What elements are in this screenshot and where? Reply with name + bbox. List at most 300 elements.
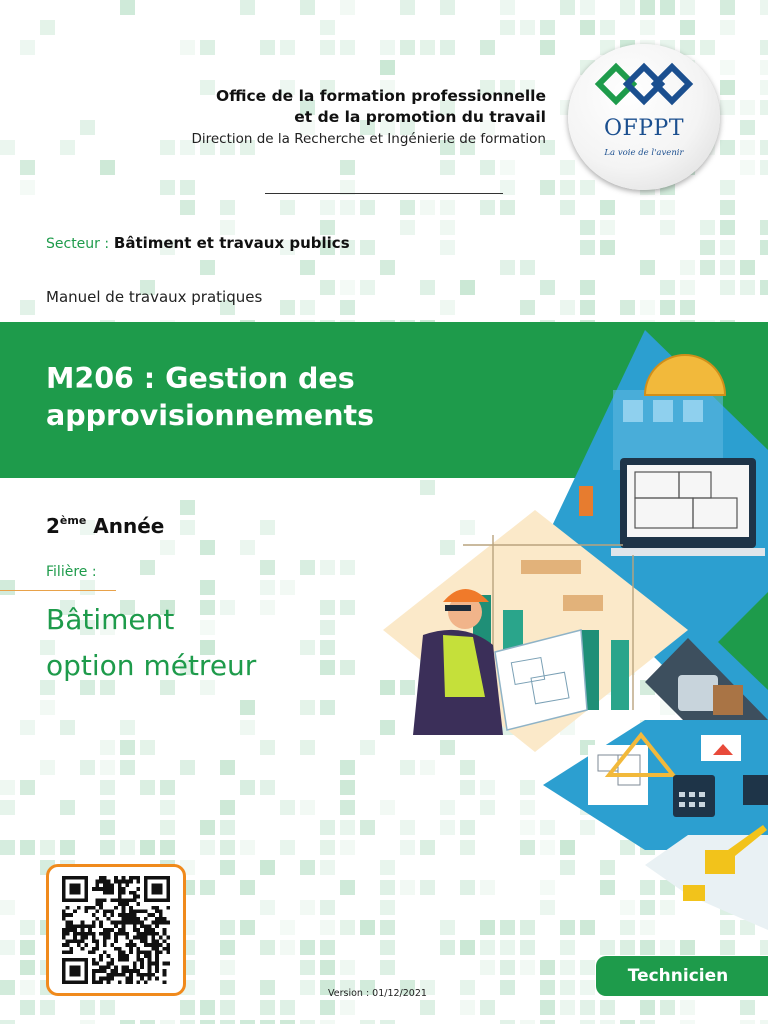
qr-module (148, 958, 152, 962)
qr-module (133, 913, 137, 917)
qr-module (151, 921, 155, 925)
mosaic-square (560, 200, 575, 215)
qr-module (103, 932, 107, 936)
qr-module (144, 980, 148, 984)
qr-module (125, 977, 129, 981)
qr-module (92, 977, 96, 981)
qr-module (155, 977, 159, 981)
qr-module (103, 887, 107, 891)
mosaic-square (520, 960, 535, 975)
mosaic-square (240, 880, 255, 895)
mosaic-square (680, 20, 695, 35)
qr-module (163, 917, 167, 921)
qr-module (159, 943, 163, 947)
qr-module (122, 913, 126, 917)
mosaic-square (280, 840, 295, 855)
qr-module (151, 947, 155, 951)
qr-module (122, 876, 126, 880)
organization-name-line2: et de la promotion du travail (294, 108, 546, 126)
mosaic-square (660, 200, 675, 215)
qr-module (110, 883, 114, 887)
mosaic-square (580, 1000, 595, 1015)
qr-module (114, 880, 118, 884)
qr-module (133, 876, 137, 880)
mosaic-square (20, 940, 35, 955)
qr-module (114, 969, 118, 973)
qr-module (148, 943, 152, 947)
mosaic-square (120, 740, 135, 755)
qr-module (159, 950, 163, 954)
qr-module (62, 910, 66, 914)
mosaic-square (760, 140, 768, 155)
mosaic-square (120, 1020, 135, 1024)
mosaic-square (680, 280, 695, 295)
mosaic-square (360, 1020, 375, 1024)
qr-module (166, 876, 170, 880)
mosaic-square (100, 760, 115, 775)
qr-module (148, 928, 152, 932)
qr-module (163, 928, 167, 932)
qr-module (73, 936, 77, 940)
qr-module (155, 883, 159, 887)
qr-module (118, 883, 122, 887)
mosaic-square (280, 40, 295, 55)
mosaic-square (160, 800, 175, 815)
qr-module (155, 891, 159, 895)
qr-module (122, 958, 126, 962)
mosaic-square (660, 300, 675, 315)
mosaic-square (80, 760, 95, 775)
qr-module (99, 921, 103, 925)
qr-module (118, 895, 122, 899)
mosaic-square (300, 900, 315, 915)
mosaic-square (340, 960, 355, 975)
mosaic-square (560, 180, 575, 195)
mosaic-square (720, 60, 735, 75)
qr-module (81, 958, 85, 962)
mosaic-square (320, 20, 335, 35)
mosaic-square (540, 960, 555, 975)
qr-module (148, 924, 152, 928)
qr-module (122, 910, 126, 914)
mosaic-square (500, 20, 515, 35)
qr-module (155, 969, 159, 973)
mosaic-square (180, 1020, 195, 1024)
mosaic-square (580, 220, 595, 235)
qr-module (136, 950, 140, 954)
qr-module (62, 932, 66, 936)
qr-module (122, 887, 126, 891)
manual-type: Manuel de travaux pratiques (46, 288, 263, 306)
qr-module (81, 921, 85, 925)
qr-module (114, 898, 118, 902)
qr-module (144, 954, 148, 958)
mosaic-square (460, 940, 475, 955)
mosaic-square (300, 800, 315, 815)
qr-module (129, 880, 133, 884)
qr-module (103, 950, 107, 954)
qr-module (151, 887, 155, 891)
mosaic-square (520, 940, 535, 955)
mosaic-square (360, 820, 375, 835)
qr-module (103, 913, 107, 917)
qr-module (84, 936, 88, 940)
mosaic-square (760, 100, 768, 115)
qr-module (114, 936, 118, 940)
mosaic-square (480, 40, 495, 55)
qr-module (103, 943, 107, 947)
mosaic-square (600, 240, 615, 255)
qr-module (136, 910, 140, 914)
qr-module (69, 958, 73, 962)
qr-module (140, 921, 144, 925)
qr-module (133, 924, 137, 928)
mosaic-square (20, 40, 35, 55)
mosaic-square (480, 940, 495, 955)
qr-module (163, 932, 167, 936)
mosaic-square (320, 1000, 335, 1015)
version-text: Version : 01/12/2021 (328, 988, 427, 999)
mosaic-square (600, 20, 615, 35)
mosaic-square (280, 940, 295, 955)
mosaic-square (440, 300, 455, 315)
mosaic-square (260, 520, 275, 535)
mosaic-square (20, 920, 35, 935)
mosaic-square (340, 820, 355, 835)
mosaic-square (580, 280, 595, 295)
qr-module (107, 973, 111, 977)
mosaic-square (440, 200, 455, 215)
qr-module (144, 910, 148, 914)
qr-module (140, 950, 144, 954)
mosaic-square (740, 1020, 755, 1024)
year-suffix: ème (59, 514, 87, 527)
qr-module (159, 876, 163, 880)
qr-module (118, 928, 122, 932)
qr-module (84, 962, 88, 966)
mosaic-square (460, 280, 475, 295)
qr-module (129, 891, 133, 895)
qr-module (73, 887, 77, 891)
sector-label: Secteur : (46, 236, 110, 252)
qr-module (151, 906, 155, 910)
qr-module (140, 958, 144, 962)
mosaic-square (740, 140, 755, 155)
qr-module (92, 921, 96, 925)
mosaic-square (220, 800, 235, 815)
qr-module (136, 876, 140, 880)
mosaic-square (240, 920, 255, 935)
qr-module (118, 980, 122, 984)
mosaic-square (720, 280, 735, 295)
qr-module (69, 887, 73, 891)
qr-module (77, 924, 81, 928)
qr-module (129, 947, 133, 951)
qr-module (118, 898, 122, 902)
mosaic-square (20, 1000, 35, 1015)
mosaic-square (180, 40, 195, 55)
qr-module (129, 977, 133, 981)
qr-module (84, 883, 88, 887)
mosaic-square (260, 1020, 275, 1024)
qr-module (129, 921, 133, 925)
qr-module (118, 954, 122, 958)
qr-module (166, 895, 170, 899)
qr-module (77, 932, 81, 936)
mosaic-square (220, 960, 235, 975)
qr-module (96, 898, 100, 902)
qr-module (125, 902, 129, 906)
qr-module (129, 913, 133, 917)
qr-module (155, 924, 159, 928)
mosaic-square (320, 40, 335, 55)
qr-module (92, 947, 96, 951)
mosaic-square (180, 1000, 195, 1015)
qr-module (81, 980, 85, 984)
qr-module (110, 898, 114, 902)
mosaic-square (320, 200, 335, 215)
qr-module (81, 924, 85, 928)
qr-module (148, 932, 152, 936)
qr-module (62, 958, 66, 962)
qr-module (122, 969, 126, 973)
mosaic-square (560, 940, 575, 955)
mosaic-square (40, 1000, 55, 1015)
qr-module (103, 891, 107, 895)
qr-module (129, 969, 133, 973)
mosaic-square (500, 940, 515, 955)
qr-module (69, 928, 73, 932)
qr-module (140, 965, 144, 969)
mosaic-square (360, 200, 375, 215)
qr-module (163, 939, 167, 943)
mosaic-square (580, 20, 595, 35)
qr-module (73, 980, 77, 984)
qr-module (159, 913, 163, 917)
mosaic-square (500, 160, 515, 175)
qr-module (155, 887, 159, 891)
qr-module (133, 928, 137, 932)
qr-module (107, 917, 111, 921)
qr-module (155, 958, 159, 962)
qr-module (77, 973, 81, 977)
mosaic-square (580, 300, 595, 315)
mosaic-square (280, 920, 295, 935)
qr-module (151, 928, 155, 932)
construction-illustration (383, 330, 768, 930)
qr-module (96, 910, 100, 914)
qr-module (148, 954, 152, 958)
qr-module (62, 943, 66, 947)
qr-module (88, 950, 92, 954)
qr-module (140, 977, 144, 981)
qr-module (166, 880, 170, 884)
mosaic-square (340, 1000, 355, 1015)
qr-module (151, 898, 155, 902)
qr-module (114, 876, 118, 880)
mosaic-square (120, 760, 135, 775)
qr-module (129, 876, 133, 880)
qr-module (88, 924, 92, 928)
qr-module (107, 880, 111, 884)
qr-module (107, 891, 111, 895)
qr-module (62, 936, 66, 940)
mosaic-square (180, 200, 195, 215)
qr-module (144, 898, 148, 902)
mosaic-square (720, 940, 735, 955)
mosaic-square (680, 260, 695, 275)
qr-module (151, 883, 155, 887)
qr-module (114, 947, 118, 951)
mosaic-square (360, 920, 375, 935)
qr-module (62, 973, 66, 977)
qr-module (159, 917, 163, 921)
mosaic-square (280, 1020, 295, 1024)
mosaic-square (340, 200, 355, 215)
qr-module (73, 958, 77, 962)
qr-module (103, 876, 107, 880)
qr-module (69, 965, 73, 969)
mosaic-square (340, 800, 355, 815)
qr-module (69, 876, 73, 880)
mosaic-square (260, 1000, 275, 1015)
qr-module (136, 969, 140, 973)
mosaic-square (100, 780, 115, 795)
qr-module (107, 954, 111, 958)
qr-module (136, 954, 140, 958)
mosaic-square (60, 840, 75, 855)
mosaic-square (540, 180, 555, 195)
filiere-label: Filière : (46, 564, 97, 580)
mosaic-square (640, 0, 655, 15)
qr-module (62, 895, 66, 899)
qr-module (66, 898, 70, 902)
mosaic-square (580, 980, 595, 995)
qr-module (103, 883, 107, 887)
qr-module (144, 887, 148, 891)
qr-module (77, 943, 81, 947)
mosaic-square (460, 1000, 475, 1015)
qr-module (144, 883, 148, 887)
qr-module (118, 932, 122, 936)
mosaic-square (20, 960, 35, 975)
qr-module (96, 947, 100, 951)
qr-module (81, 932, 85, 936)
mosaic-square (20, 300, 35, 315)
qr-module (62, 980, 66, 984)
qr-module (66, 980, 70, 984)
mosaic-square (380, 40, 395, 55)
qr-module (110, 943, 114, 947)
mosaic-square (620, 940, 635, 955)
qr-module (129, 980, 133, 984)
qr-module (96, 969, 100, 973)
qr-module (122, 928, 126, 932)
mosaic-square (0, 780, 15, 795)
mosaic-square (760, 80, 768, 95)
qr-module (133, 962, 137, 966)
qr-module (166, 947, 170, 951)
mosaic-square (240, 780, 255, 795)
mosaic-square (740, 280, 755, 295)
mosaic-square (540, 40, 555, 55)
qr-module (136, 902, 140, 906)
qr-module (159, 921, 163, 925)
mosaic-square (140, 780, 155, 795)
qr-module (73, 910, 77, 914)
qr-module (107, 910, 111, 914)
mosaic-square (220, 820, 235, 835)
qr-module (129, 898, 133, 902)
module-title-line1: M206 : Gestion des (46, 362, 355, 395)
mosaic-square (440, 240, 455, 255)
qr-module (110, 973, 114, 977)
qr-code-frame[interactable] (46, 864, 186, 996)
mosaic-square (660, 220, 675, 235)
mosaic-square (540, 1020, 555, 1024)
qr-module (133, 895, 137, 899)
qr-module (77, 898, 81, 902)
qr-module (69, 950, 73, 954)
mosaic-square (220, 1020, 235, 1024)
qr-module (159, 898, 163, 902)
mosaic-square (560, 0, 575, 15)
qr-module (114, 965, 118, 969)
qr-module (69, 924, 73, 928)
qr-module (84, 977, 88, 981)
qr-module (136, 880, 140, 884)
qr-module (96, 902, 100, 906)
qr-module (125, 913, 129, 917)
qr-module (144, 924, 148, 928)
mosaic-square (100, 1000, 115, 1015)
qr-module (103, 936, 107, 940)
qr-module (140, 924, 144, 928)
qr-module (84, 943, 88, 947)
mosaic-square (160, 180, 175, 195)
qr-module (73, 883, 77, 887)
qr-module (66, 876, 70, 880)
mosaic-square (740, 260, 755, 275)
qr-module (118, 880, 122, 884)
qr-module (92, 887, 96, 891)
qr-module (103, 898, 107, 902)
mosaic-square (740, 1000, 755, 1015)
mosaic-square (120, 840, 135, 855)
qr-module (107, 980, 111, 984)
qr-module (69, 947, 73, 951)
mosaic-square (500, 960, 515, 975)
mosaic-square (400, 40, 415, 55)
mosaic-square (260, 940, 275, 955)
qr-module (144, 928, 148, 932)
mosaic-square (340, 760, 355, 775)
qr-module (148, 950, 152, 954)
qr-module (88, 932, 92, 936)
qr-module (133, 898, 137, 902)
qr-module (96, 887, 100, 891)
mosaic-square (160, 1020, 175, 1024)
mosaic-square (0, 580, 15, 595)
qr-module (140, 962, 144, 966)
qr-module (166, 950, 170, 954)
mosaic-square (760, 940, 768, 955)
qr-code-icon (61, 876, 171, 984)
qr-module (118, 958, 122, 962)
mosaic-square (160, 540, 175, 555)
mosaic-square (720, 0, 735, 15)
mosaic-square (340, 780, 355, 795)
